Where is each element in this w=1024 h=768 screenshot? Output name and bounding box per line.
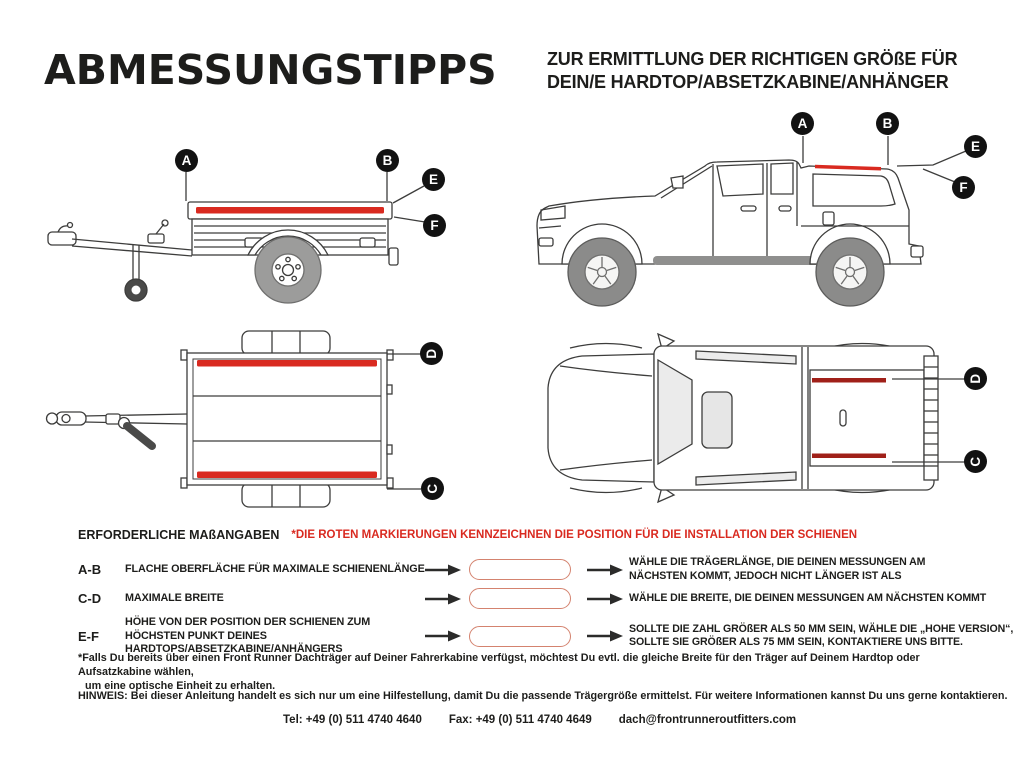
marker-f: F — [423, 214, 446, 237]
arrow-right-icon — [425, 593, 461, 605]
red-markings-note: *DIE ROTEN MARKIERUNGEN KENNZEICHNEN DIE POSITION FÜR DIE INSTALLATION DER SCHIENEN — [291, 529, 858, 541]
truck-top-view — [540, 330, 1000, 535]
hinweis-note: HINWEIS: Bei dieser Anleitung handelt es sich nur um eine Hilfestellung, damit Du die passende Trägergröße ermittelst. Für weitere Informationen kannst Du uns gerne kontaktieren. — [78, 690, 1008, 702]
marker-b: B — [376, 149, 399, 172]
page-subtitle — [547, 48, 957, 94]
asterisk-footnote-line1: *Falls Du bereits über einen Front Runner Dachträger auf Deiner Fahrerkabine verfügst, möchtest Du evtl. die gleiche Breite für den Träger auf Deinem Hardtop oder Aufsatzkabine wählen, — [78, 652, 920, 678]
truck-top-view-drawing — [540, 330, 1000, 535]
fax-number: Fax: +49 (0) 511 4740 4649 — [448, 714, 592, 726]
marker-f: F — [952, 176, 975, 199]
marker-a: A — [175, 149, 198, 172]
subtitle-line-2: DEIN/E HARDTOP/ABSETZKABINE/ANHÄNGER — [547, 72, 949, 92]
measurement-row-ab — [78, 556, 934, 583]
measurement-code: C-D — [78, 591, 102, 606]
marker-b: B — [876, 112, 899, 135]
marker-e: E — [422, 168, 445, 191]
arrow-right-icon — [425, 630, 461, 642]
truck-side-view-drawing — [525, 106, 1010, 324]
arrow-right-icon — [425, 564, 461, 576]
asterisk-footnote-line2: um eine optische Einheit zu erhalten. — [85, 680, 276, 692]
page-title: ABMESSUNGSTIPPS — [44, 46, 497, 94]
arrow-right-icon — [587, 593, 623, 605]
asterisk-footnote — [78, 651, 988, 693]
measurement-input-ab[interactable] — [469, 559, 571, 580]
arrow-right-icon — [587, 564, 623, 576]
measurement-code: A-B — [78, 562, 102, 577]
marker-c: C — [421, 477, 444, 500]
phone-number: Tel: +49 (0) 511 4740 4640 — [283, 714, 422, 726]
measurement-code: E-F — [78, 628, 99, 644]
marker-e: E — [964, 135, 987, 158]
subtitle-line-1: ZUR ERMITTLUNG DER RICHTIGEN GRÖßE FÜR — [547, 49, 958, 69]
measurement-row-cd — [78, 588, 1021, 609]
trailer-side-view-drawing — [40, 112, 470, 324]
measurement-label: MAXIMALE BREITE — [125, 591, 224, 604]
truck-side-view — [525, 106, 1010, 324]
measurement-instruction: WÄHLE DIE BREITE, DIE DEINEN MESSUNGEN AM NÄCHSTEN KOMMT — [629, 591, 987, 604]
measurement-label: FLACHE OBERFLÄCHE FÜR MAXIMALE SCHIENENLÄNGE — [125, 562, 425, 575]
email-address: dach@frontrunneroutfitters.com — [618, 714, 797, 726]
marker-c: C — [964, 450, 987, 473]
contact-footer — [283, 714, 796, 726]
measurement-input-cd[interactable] — [469, 588, 571, 609]
trailer-side-view — [40, 112, 470, 324]
marker-a: A — [791, 112, 814, 135]
required-measurements-label: ERFORDERLICHE MAßANGABEN — [78, 528, 280, 542]
measurement-input-ef[interactable] — [469, 626, 571, 647]
measurement-instruction: WÄHLE DIE TRÄGERLÄNGE, DIE DEINEN MESSUNGEN AM NÄCHSTEN KOMMT, JEDOCH NICHT LÄNGER IST ALS — [629, 556, 926, 582]
measurements-heading — [78, 528, 857, 542]
measurement-instruction: SOLLTE DIE ZAHL GRÖßER ALS 50 MM SEIN, WÄHLE DIE „HOHE VERSION“, SOLLTE SIE GRÖßER ALS 75 MM SEIN, KONTAKTIERE UNS BITTE. — [629, 622, 1014, 649]
marker-d: D — [420, 342, 443, 365]
marker-d: D — [964, 367, 987, 390]
trailer-top-view-drawing — [40, 328, 470, 536]
measurement-label: HÖHE VON DER POSITION DER SCHIENEN ZUM HÖCHSTEN PUNKT DEINES HARDTOPS/ABSETZKABINE/ANHÄNGERS — [125, 616, 371, 655]
arrow-right-icon — [587, 630, 623, 642]
trailer-top-view — [40, 328, 470, 536]
